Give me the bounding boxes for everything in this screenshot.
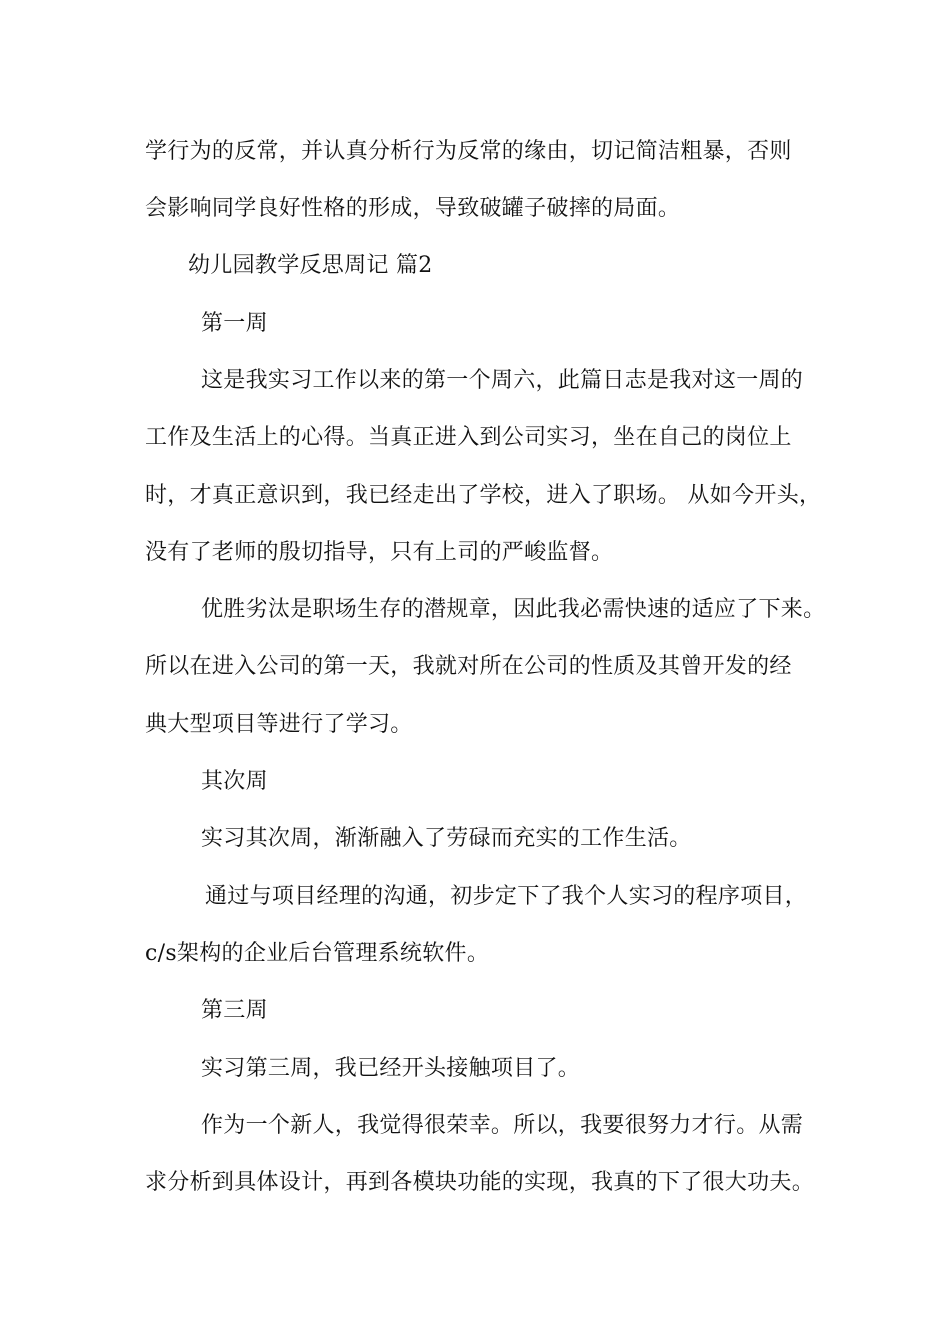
text-line: 典大型项目等进行了学习。 [145,712,413,737]
text-line: 没有了老师的殷切指导，只有上司的严峻监督。 [145,540,614,565]
text-line: 会影响同学良好性格的形成，导致破罐子破摔的局面。 [145,196,681,221]
subheading-week-3: 第三周 [201,998,268,1023]
section-heading: 幼儿园教学反思周记 篇2 [188,253,433,278]
text-line: 工作及生活上的心得。当真正进入到公司实习，坐在自己的岗位上 [145,425,792,450]
text-line: c/s架构的企业后台管理系统软件。 [145,941,490,966]
text-line: 优胜劣汰是职场生存的潜规章，因此我必需快速的适应了下来。 [201,597,826,622]
text-line: 实习第三周，我已经开头接触项目了。 [201,1056,581,1081]
subheading-week-1: 第一周 [201,311,268,336]
text-line: 时，才真正意识到，我已经走出了学校，进入了职场。 从如今开头， [145,483,822,508]
text-line: 作为一个新人，我觉得很荣幸。所以，我要很努力才行。从需 [201,1113,804,1138]
text-line: 求分析到具体设计，再到各模块功能的实现，我真的下了很大功夫。 [145,1170,815,1195]
text-line: 学行为的反常，并认真分析行为反常的缘由，切记简洁粗暴，否则 [145,139,792,164]
text-line: 通过与项目经理的沟通，初步定下了我个人实习的程序项目， [205,884,808,909]
text-line: 所以在进入公司的第一天，我就对所在公司的性质及其曾开发的经 [145,654,792,679]
text-line: 实习其次周，渐渐融入了劳碌而充实的工作生活。 [201,826,692,851]
text-line: 这是我实习工作以来的第一个周六，此篇日志是我对这一周的 [201,368,804,393]
subheading-week-2: 其次周 [201,769,268,794]
